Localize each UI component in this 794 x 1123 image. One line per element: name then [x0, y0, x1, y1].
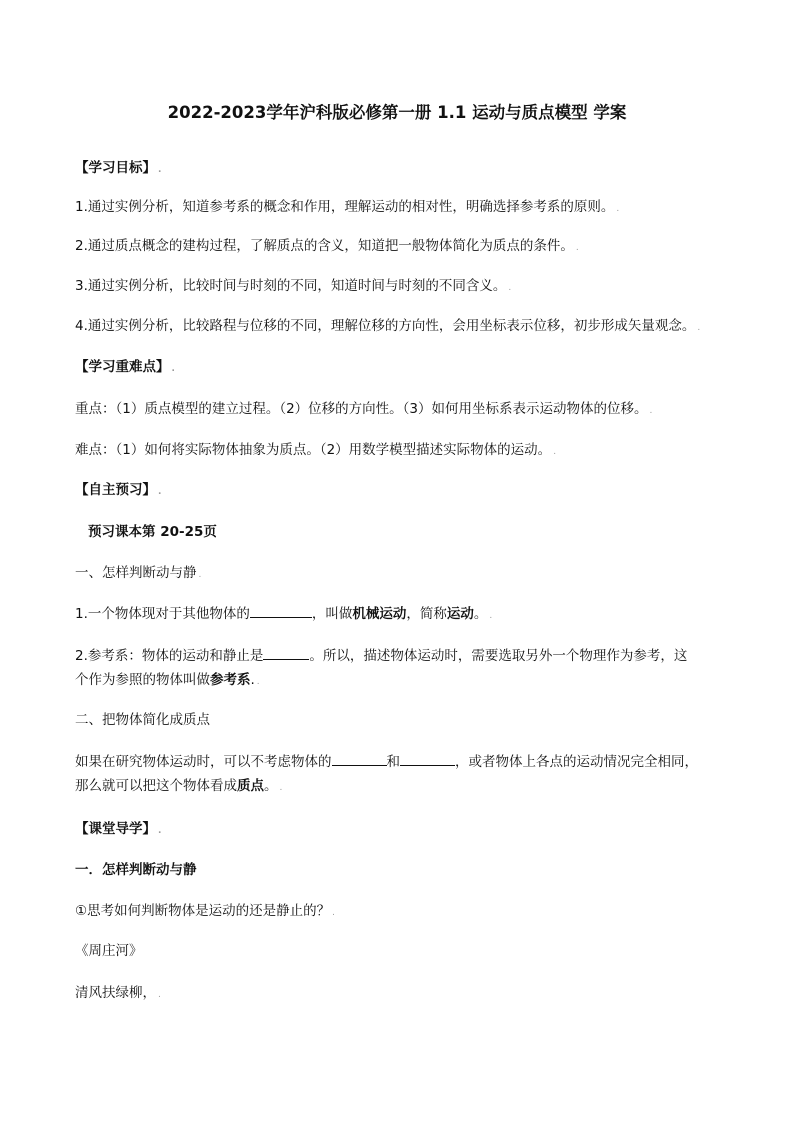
answer-blank[interactable]: [332, 751, 387, 766]
preview-heading: 【自主预习】 .: [75, 482, 162, 498]
preview-subheading-1: 一、怎样判断动与静 .: [75, 565, 202, 581]
goals-heading: 【学习目标】 .: [75, 160, 162, 176]
difficult-point-line: 难点：（1）如何将实际物体抽象为质点。（2）用数学模型描述实际物体的运动。 .: [75, 442, 557, 458]
answer-blank[interactable]: [263, 645, 309, 660]
answer-blank[interactable]: [250, 603, 312, 618]
classroom-question: ①思考如何判断物体是运动的还是静止的？ .: [75, 903, 335, 919]
answer-blank[interactable]: [400, 751, 455, 766]
preview-question-2-cont: 个作为参照的物体叫做参考系. .: [75, 672, 260, 688]
preview-subheading-2: 二、把物体简化成质点: [75, 712, 210, 728]
preview-question-3-cont: 那么就可以把这个物体看成质点。 .: [75, 778, 283, 794]
classroom-heading: 【课堂导学】 .: [75, 821, 162, 837]
goal-item-3: 3.通过实例分析，比较时间与时刻的不同，知道时间与时刻的不同含义。 .: [75, 278, 512, 294]
preview-question-3: 如果在研究物体运动时，可以不考虑物体的 和 ，或者物体上各点的运动情况完全相同，: [75, 751, 698, 772]
poem-line-1: 清风扶绿柳， .: [75, 985, 161, 1001]
preview-question-2: 2.参考系：物体的运动和静止是 。所以，描述物体运动时，需要选取另外一个物理作为参考，这: [75, 645, 687, 666]
poem-title: 《周庄河》: [75, 943, 143, 959]
page-title: 2022-2023学年沪科版必修第一册 1.1 运动与质点模型 学案: [167, 103, 627, 122]
goal-item-2: 2.通过质点概念的建构过程，了解质点的含义，知道把一般物体简化为质点的条件。 .: [75, 238, 579, 254]
key-points-heading: 【学习重难点】 .: [75, 359, 175, 375]
classroom-subheading-1: 一．怎样判断动与静: [75, 862, 197, 878]
goal-item-1: 1.通过实例分析，知道参考系的概念和作用，理解运动的相对性，明确选择参考系的原则。 .: [75, 199, 620, 215]
preview-pages: 预习课本第 20-25页: [88, 524, 217, 540]
goal-item-4: 4.通过实例分析，比较路程与位移的不同，理解位移的方向性，会用坐标表示位移，初步形成矢量观念。 .: [75, 318, 701, 334]
preview-question-1: 1.一个物体现对于其他物体的 ，叫做机械运动，简称运动。 .: [75, 603, 492, 626]
key-point-line: 重点：（1）质点模型的建立过程。（2）位移的方向性。（3）如何用坐标系表示运动物体的位移。 .: [75, 401, 653, 417]
